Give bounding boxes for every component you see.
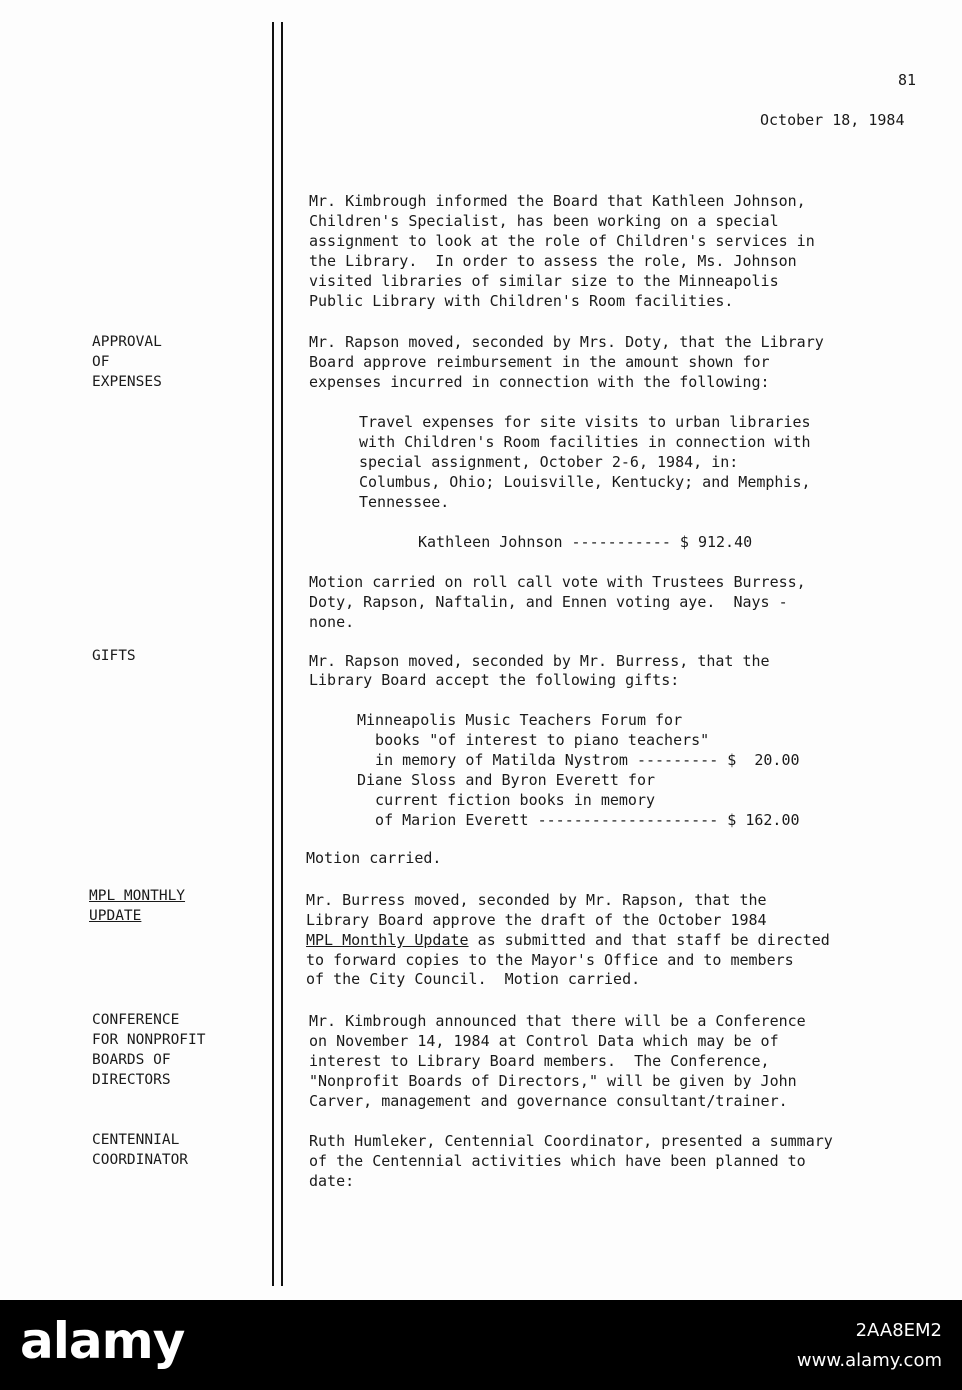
watermark-footer <box>0 1300 962 1390</box>
conference-line: Carver, management and governance consultant/trainer. <box>309 1092 788 1110</box>
travel-line: special assignment, October 2-6, 1984, in: <box>359 453 739 471</box>
mpl-line-rest: as submitted and that staff be directed <box>468 931 830 949</box>
page-number: 81 <box>898 71 917 89</box>
margin-rule-left <box>272 22 274 1286</box>
centennial-line: date: <box>309 1172 355 1190</box>
mpl-line: of the City Council. Motion carried. <box>306 970 641 988</box>
intro-line: Children's Specialist, has been working on a special <box>309 212 779 230</box>
expense-amount-line: Kathleen Johnson ----------- $ 912.40 <box>418 533 753 551</box>
gift-line: Diane Sloss and Byron Everett for <box>357 771 656 789</box>
image-id: 2AA8EM2 <box>855 1320 942 1341</box>
mpl-line: Mr. Burress moved, seconded by Mr. Rapson, that the <box>306 891 767 909</box>
conference-line: interest to Library Board members. The Conference, <box>309 1052 770 1070</box>
centennial-line: Ruth Humleker, Centennial Coordinator, presented a summary <box>309 1132 833 1150</box>
mpl-line: Library Board approve the draft of the October 1984 <box>306 911 767 929</box>
gift-line: in memory of Matilda Nystrom --------- $ 20.00 <box>357 751 800 769</box>
roll-call-line: none. <box>309 613 355 631</box>
site-url: www.alamy.com <box>796 1350 942 1371</box>
heading-mpl-2: UPDATE <box>89 908 142 924</box>
document-date: October 18, 1984 <box>760 111 905 129</box>
conference-line: "Nonprofit Boards of Directors," will be given by John <box>309 1072 797 1090</box>
gift-line: of Marion Everett -------------------- $ 162.00 <box>357 811 800 829</box>
expenses-motion-line: Mr. Rapson moved, seconded by Mrs. Doty, that the Library <box>309 333 824 351</box>
motion-carried: Motion carried. <box>306 849 442 867</box>
gifts-motion-line: Mr. Rapson moved, seconded by Mr. Burress, that the <box>309 652 770 670</box>
heading-centennial-2: COORDINATOR <box>92 1152 189 1168</box>
centennial-line: of the Centennial activities which have been planned to <box>309 1152 806 1170</box>
gift-line: Minneapolis Music Teachers Forum for <box>357 711 683 729</box>
intro-line: assignment to look at the role of Children's services in <box>309 232 815 250</box>
heading-gifts: GIFTS <box>92 648 136 664</box>
travel-line: Columbus, Ohio; Louisville, Kentucky; and Memphis, <box>359 473 811 491</box>
gift-line: current fiction books in memory <box>357 791 656 809</box>
mpl-line: to forward copies to the Mayor's Office and to members <box>306 951 794 969</box>
heading-conference-4: DIRECTORS <box>92 1072 171 1088</box>
gifts-motion-line: Library Board accept the following gifts: <box>309 671 680 689</box>
heading-conference-2: FOR NONPROFIT <box>92 1032 206 1048</box>
heading-mpl-1: MPL MONTHLY <box>89 888 186 904</box>
travel-line: Tennessee. <box>359 493 450 511</box>
expenses-motion-line: Board approve reimbursement in the amount shown for <box>309 353 770 371</box>
intro-line: Public Library with Children's Room facilities. <box>309 292 734 310</box>
heading-centennial-1: CENTENNIAL <box>92 1132 180 1148</box>
expenses-motion-line: expenses incurred in connection with the following: <box>309 373 770 391</box>
heading-conference-1: CONFERENCE <box>92 1012 180 1028</box>
heading-approval-2: OF <box>92 354 110 370</box>
conference-line: on November 14, 1984 at Control Data which may be of <box>309 1032 779 1050</box>
margin-rule-right <box>281 22 283 1286</box>
roll-call-line: Doty, Rapson, Naftalin, and Ennen voting aye. Nays - <box>309 593 788 611</box>
intro-line: Mr. Kimbrough informed the Board that Kathleen Johnson, <box>309 192 806 210</box>
travel-line: Travel expenses for site visits to urban libraries <box>359 413 811 431</box>
travel-line: with Children's Room facilities in connection with <box>359 433 811 451</box>
heading-approval-1: APPROVAL <box>92 334 162 350</box>
heading-approval-3: EXPENSES <box>92 374 162 390</box>
intro-line: the Library. In order to assess the role, Ms. Johnson <box>309 252 797 270</box>
mpl-title: MPL Monthly Update <box>306 931 469 949</box>
gift-line: books "of interest to piano teachers" <box>357 731 710 749</box>
conference-line: Mr. Kimbrough announced that there will be a Conference <box>309 1012 806 1030</box>
roll-call-line: Motion carried on roll call vote with Trustees Burress, <box>309 573 806 591</box>
intro-line: visited libraries of similar size to the Minneapolis <box>309 272 779 290</box>
heading-conference-3: BOARDS OF <box>92 1052 171 1068</box>
alamy-logo: alamy <box>20 1312 185 1370</box>
mpl-line <box>306 930 830 950</box>
